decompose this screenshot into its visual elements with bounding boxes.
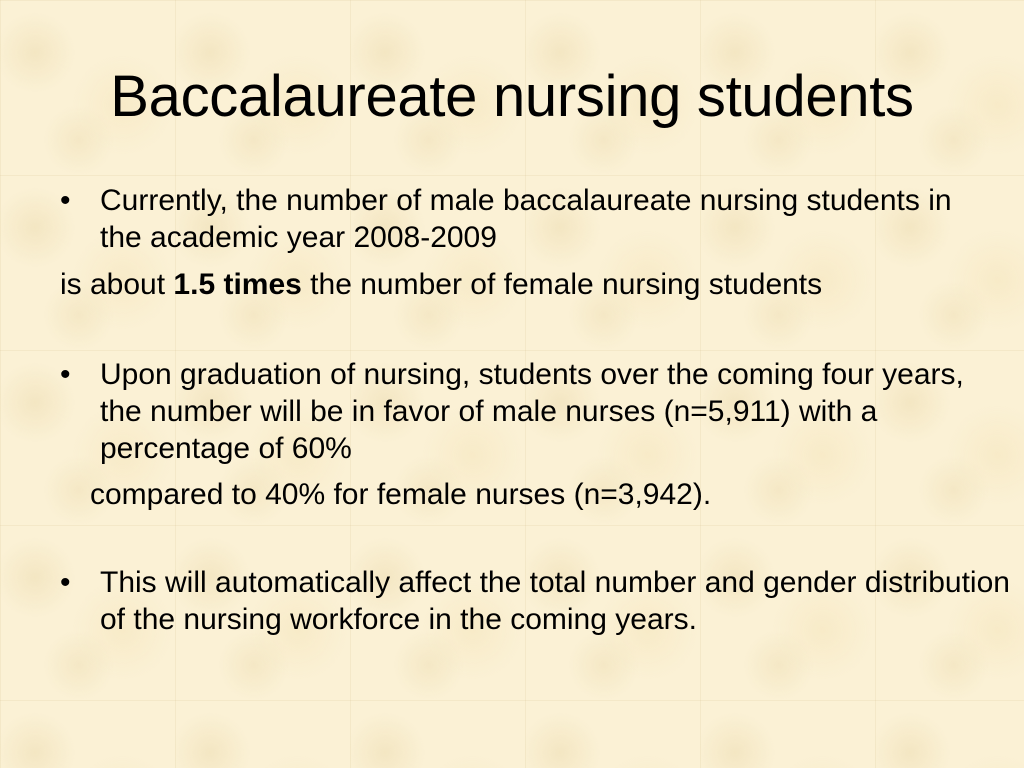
bullet-item-3 (60, 564, 1024, 638)
bullet-marker: • (60, 566, 71, 599)
bullet-text-1: Currently, the number of male baccalaureate nursing students in the academic year 2008-2009 (100, 184, 952, 254)
bullet-marker: • (60, 358, 71, 391)
bullet-item-1 (60, 182, 1000, 256)
bullet-item-2 (60, 356, 1000, 467)
bullet-text-3: This will automatically affect the total number and gender distribution of the nursing workforce in the coming years. (100, 566, 1010, 636)
bullet-continuation-2: compared to 40% for female nurses (n=3,942). (90, 478, 712, 511)
continuation-suffix: the number of female nursing students (301, 268, 823, 301)
bullet-marker: • (60, 184, 71, 217)
emphasis-text: 1.5 times (173, 268, 302, 301)
slide-title: Baccalaureate nursing students (110, 64, 914, 129)
bullet-text-2: Upon graduation of nursing, students over the coming four years, the number will be in favor of male nurses (n=5,911) with a percentage of 60% (100, 358, 964, 465)
bullet-continuation-1 (60, 266, 990, 303)
continuation-prefix: is about (60, 268, 174, 301)
